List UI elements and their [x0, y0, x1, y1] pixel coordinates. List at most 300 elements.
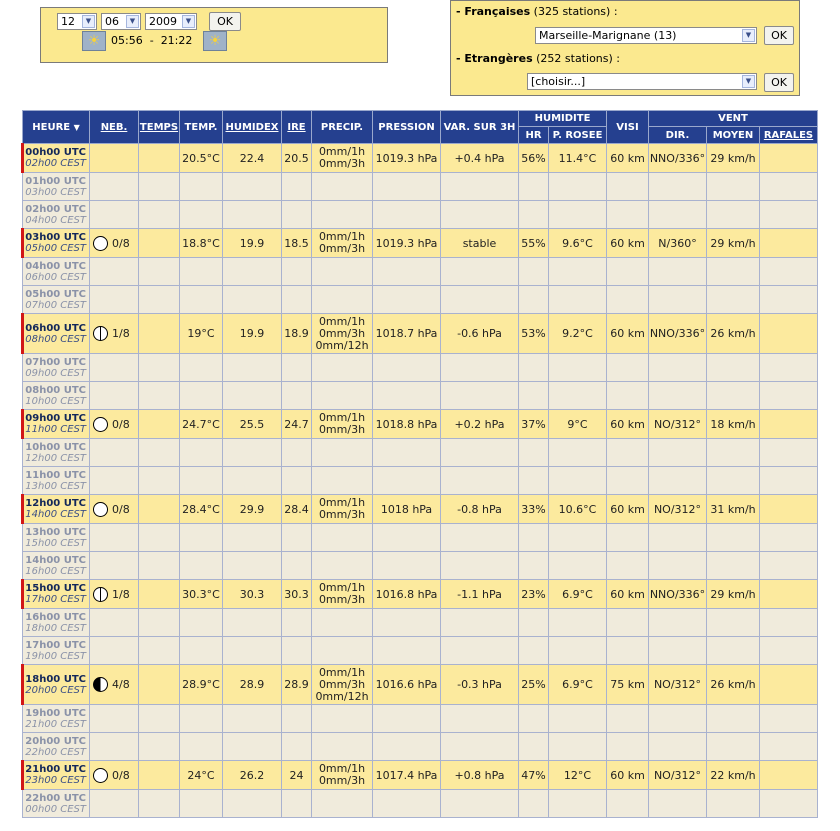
foreign-label-text: - Etrangères: [456, 52, 533, 65]
var-cell: [441, 790, 519, 818]
precip-cell: [312, 580, 373, 609]
rosee-cell: 10.6°C: [549, 495, 607, 524]
neb-cell: [90, 173, 139, 201]
cest-time: 21h00 CEST: [25, 718, 86, 730]
utc-time: 20h00 UTC: [25, 735, 86, 747]
visi-cell: 60 km: [607, 314, 649, 354]
humidex-cell: 28.9: [223, 665, 282, 705]
humidex-cell: [223, 705, 282, 733]
dir-cell: NNO/336°: [649, 580, 707, 609]
pression-cell: 1019.3 hPa: [373, 144, 441, 173]
ire-cell: [282, 467, 312, 495]
visi-cell: [607, 705, 649, 733]
hr-cell: 25%: [519, 665, 549, 705]
neb-cell: [90, 382, 139, 410]
pression-cell: [373, 705, 441, 733]
header-hr: HR: [519, 127, 549, 144]
temps-cell: [139, 637, 180, 665]
visi-cell: [607, 354, 649, 382]
dir-cell: [649, 382, 707, 410]
precip-cell: [312, 258, 373, 286]
var-cell: -0.3 hPa: [441, 665, 519, 705]
rosee-cell: [549, 790, 607, 818]
utc-time: 14h00 UTC: [25, 554, 86, 566]
table-row: [23, 790, 818, 818]
pression-cell: [373, 258, 441, 286]
var-cell: -0.8 hPa: [441, 495, 519, 524]
utc-time: 06h00 UTC: [25, 322, 86, 334]
precip-value: 0mm/12h: [315, 338, 369, 352]
header-neb[interactable]: NEB.: [90, 111, 139, 144]
precip-cell: [312, 790, 373, 818]
rafales-cell: [760, 201, 818, 229]
rosee-cell: [549, 705, 607, 733]
precip-cell: [312, 637, 373, 665]
rosee-cell: [549, 467, 607, 495]
pression-cell: [373, 354, 441, 382]
rosee-cell: [549, 733, 607, 761]
table-row: [23, 410, 818, 439]
hour-cell: [23, 790, 90, 818]
neb-cell: [90, 609, 139, 637]
var-cell: [441, 201, 519, 229]
cest-time: 06h00 CEST: [25, 271, 86, 283]
neb-cell: [90, 705, 139, 733]
french-station-select[interactable]: [535, 27, 757, 44]
visi-cell: [607, 609, 649, 637]
rafales-cell: [760, 790, 818, 818]
moyen-cell: [707, 733, 760, 761]
table-row: [23, 258, 818, 286]
precip-cell: [312, 286, 373, 314]
var-cell: [441, 467, 519, 495]
hr-cell: [519, 439, 549, 467]
rafales-cell: [760, 258, 818, 286]
utc-time: 03h00 UTC: [25, 232, 86, 243]
temps-cell: [139, 382, 180, 410]
precip-cell: [312, 495, 373, 524]
neb-cell: [90, 580, 139, 609]
utc-time: 04h00 UTC: [25, 260, 86, 272]
temps-cell: [139, 733, 180, 761]
hour-cell: [23, 609, 90, 637]
moyen-cell: [707, 609, 760, 637]
pression-cell: [373, 524, 441, 552]
header-humidex[interactable]: HUMIDEX: [223, 111, 282, 144]
cest-time: 13h00 CEST: [25, 480, 86, 492]
rafales-cell: [760, 144, 818, 173]
neb-cell: [90, 144, 139, 173]
dir-cell: [649, 467, 707, 495]
pression-cell: 1019.3 hPa: [373, 229, 441, 258]
moyen-cell: 29 km/h: [707, 229, 760, 258]
moyen-cell: 29 km/h: [707, 580, 760, 609]
moyen-cell: 26 km/h: [707, 314, 760, 354]
ire-cell: 18.9: [282, 314, 312, 354]
neb-value: 0/8: [112, 417, 130, 431]
temp-cell: [180, 286, 223, 314]
utc-time: 13h00 UTC: [25, 526, 86, 538]
ire-cell: [282, 286, 312, 314]
pression-cell: [373, 467, 441, 495]
neb-cell: [90, 410, 139, 439]
rafales-cell: [760, 495, 818, 524]
temp-cell: 24.7°C: [180, 410, 223, 439]
humidex-cell: 19.9: [223, 314, 282, 354]
hr-cell: 55%: [519, 229, 549, 258]
table-row: [23, 637, 818, 665]
dir-cell: NO/312°: [649, 761, 707, 790]
utc-time: 08h00 UTC: [25, 384, 86, 396]
month-select-value: 06: [105, 15, 119, 28]
visi-cell: [607, 790, 649, 818]
temp-cell: [180, 552, 223, 580]
humidex-cell: [223, 439, 282, 467]
temps-cell: [139, 354, 180, 382]
hour-cell: [23, 733, 90, 761]
hr-cell: 56%: [519, 144, 549, 173]
precip-value: 0mm/1h: [318, 762, 366, 775]
dir-cell: [649, 552, 707, 580]
header-ire[interactable]: IRE: [282, 111, 312, 144]
humidex-cell: 19.9: [223, 229, 282, 258]
rosee-cell: [549, 286, 607, 314]
temp-cell: [180, 258, 223, 286]
pression-cell: 1016.6 hPa: [373, 665, 441, 705]
hr-cell: [519, 286, 549, 314]
rafales-cell: [760, 665, 818, 705]
rosee-cell: [549, 637, 607, 665]
rafales-cell: [760, 314, 818, 354]
temps-cell: [139, 439, 180, 467]
temps-cell: [139, 173, 180, 201]
precip-cell: [312, 173, 373, 201]
precip-cell: [312, 761, 373, 790]
hour-cell: [23, 286, 90, 314]
utc-time: 12h00 UTC: [25, 498, 86, 509]
humidex-cell: [223, 173, 282, 201]
sun-times: [111, 30, 192, 52]
hr-cell: [519, 637, 549, 665]
month-select[interactable]: [101, 13, 141, 30]
hour-cell: [23, 382, 90, 410]
humidex-cell: [223, 286, 282, 314]
visi-cell: [607, 439, 649, 467]
visi-cell: 75 km: [607, 665, 649, 705]
var-cell: [441, 258, 519, 286]
ire-cell: [282, 201, 312, 229]
hour-cell: [23, 201, 90, 229]
temps-cell: [139, 761, 180, 790]
hr-cell: [519, 382, 549, 410]
precip-cell: [312, 665, 373, 705]
table-row: [23, 467, 818, 495]
foreign-station-value: [choisir...]: [531, 75, 586, 88]
precip-value: 0mm/1h: [318, 496, 366, 509]
dir-cell: [649, 790, 707, 818]
cest-time: 00h00 CEST: [25, 803, 86, 815]
cloud-cover-icon: [93, 768, 108, 783]
temps-cell: [139, 495, 180, 524]
rafales-cell: [760, 410, 818, 439]
rafales-cell: [760, 354, 818, 382]
var-cell: [441, 173, 519, 201]
precip-cell: [312, 229, 373, 258]
cest-time: 15h00 CEST: [25, 537, 86, 549]
temps-cell: [139, 524, 180, 552]
temp-cell: [180, 609, 223, 637]
dir-cell: [649, 439, 707, 467]
table-row: [23, 609, 818, 637]
hr-cell: [519, 467, 549, 495]
hour-cell: [23, 467, 90, 495]
day-select-value: 12: [61, 15, 75, 28]
utc-time: 10h00 UTC: [25, 441, 86, 453]
hr-cell: [519, 790, 549, 818]
neb-cell: [90, 314, 139, 354]
utc-time: 15h00 UTC: [25, 583, 86, 594]
dir-cell: [649, 173, 707, 201]
table-row: [23, 580, 818, 609]
pression-cell: 1016.8 hPa: [373, 580, 441, 609]
date-ok-button[interactable]: OK: [209, 12, 241, 31]
pression-cell: [373, 609, 441, 637]
header-var: VAR. SUR 3H: [441, 111, 519, 144]
cest-time: 02h00 CEST: [25, 158, 86, 169]
hr-cell: 53%: [519, 314, 549, 354]
ire-cell: [282, 705, 312, 733]
rafales-cell: [760, 467, 818, 495]
visi-cell: [607, 467, 649, 495]
table-row: [23, 524, 818, 552]
neb-cell: [90, 467, 139, 495]
moyen-cell: 31 km/h: [707, 495, 760, 524]
visi-cell: [607, 286, 649, 314]
temp-cell: [180, 733, 223, 761]
temp-cell: 28.9°C: [180, 665, 223, 705]
cest-time: 08h00 CEST: [25, 333, 86, 345]
cest-time: 16h00 CEST: [25, 565, 86, 577]
hour-cell: [23, 552, 90, 580]
var-cell: [441, 354, 519, 382]
sunset-time: 21:22: [160, 34, 193, 47]
pression-cell: [373, 173, 441, 201]
pression-cell: [373, 790, 441, 818]
var-cell: [441, 552, 519, 580]
temp-cell: [180, 524, 223, 552]
temps-cell: [139, 229, 180, 258]
header-heure[interactable]: [23, 111, 90, 144]
rosee-cell: [549, 258, 607, 286]
hour-cell: [23, 580, 90, 609]
temp-cell: 18.8°C: [180, 229, 223, 258]
header-pression: PRESSION: [373, 111, 441, 144]
temps-cell: [139, 467, 180, 495]
cest-time: 17h00 CEST: [25, 594, 86, 605]
header-rafales[interactable]: RAFALES: [760, 127, 818, 144]
neb-cell: [90, 229, 139, 258]
cest-time: 18h00 CEST: [25, 622, 86, 634]
french-label-text: - Françaises: [456, 5, 531, 18]
temps-cell: [139, 580, 180, 609]
dir-cell: [649, 201, 707, 229]
header-temp: TEMP.: [180, 111, 223, 144]
header-moyen: MOYEN: [707, 127, 760, 144]
french-count: (325 stations) :: [533, 5, 618, 18]
rosee-cell: 9.6°C: [549, 229, 607, 258]
temp-cell: [180, 382, 223, 410]
humidex-cell: [223, 382, 282, 410]
hr-cell: [519, 609, 549, 637]
chevron-down-icon: ▼: [82, 15, 95, 28]
ire-cell: 20.5: [282, 144, 312, 173]
pression-cell: 1018.8 hPa: [373, 410, 441, 439]
moyen-cell: [707, 286, 760, 314]
temp-cell: [180, 467, 223, 495]
sunset-icon: ☀: [203, 31, 227, 51]
neb-value: 4/8: [112, 678, 130, 691]
visi-cell: [607, 733, 649, 761]
utc-time: 11h00 UTC: [25, 469, 86, 481]
humidex-cell: 22.4: [223, 144, 282, 173]
moyen-cell: 29 km/h: [707, 144, 760, 173]
rafales-cell: [760, 705, 818, 733]
temps-cell: [139, 201, 180, 229]
precip-value: 0mm/12h: [315, 689, 369, 703]
neb-cell: [90, 258, 139, 286]
var-cell: +0.8 hPa: [441, 761, 519, 790]
temps-cell: [139, 144, 180, 173]
cest-time: 03h00 CEST: [25, 186, 86, 198]
moyen-cell: [707, 354, 760, 382]
temps-cell: [139, 314, 180, 354]
precip-cell: [312, 467, 373, 495]
hr-cell: 33%: [519, 495, 549, 524]
precip-cell: [312, 552, 373, 580]
visi-cell: [607, 524, 649, 552]
french-station-value: Marseille-Marignane (13): [539, 29, 677, 42]
table-row: [23, 286, 818, 314]
var-cell: [441, 439, 519, 467]
neb-value: 0/8: [112, 502, 130, 516]
var-cell: -0.6 hPa: [441, 314, 519, 354]
header-temps[interactable]: TEMPS: [139, 111, 180, 144]
table-row: [23, 354, 818, 382]
pression-cell: 1017.4 hPa: [373, 761, 441, 790]
ire-cell: [282, 637, 312, 665]
precip-cell: [312, 705, 373, 733]
dir-cell: NO/312°: [649, 495, 707, 524]
humidex-cell: [223, 524, 282, 552]
humidex-cell: [223, 609, 282, 637]
ire-cell: 18.5: [282, 229, 312, 258]
table-row: [23, 733, 818, 761]
ire-cell: [282, 790, 312, 818]
pression-cell: [373, 201, 441, 229]
visi-cell: 60 km: [607, 761, 649, 790]
temp-cell: [180, 790, 223, 818]
moyen-cell: 18 km/h: [707, 410, 760, 439]
hour-cell: [23, 173, 90, 201]
var-cell: +0.4 hPa: [441, 144, 519, 173]
ire-cell: [282, 524, 312, 552]
precip-cell: [312, 439, 373, 467]
dir-cell: [649, 286, 707, 314]
foreign-ok-button[interactable]: OK: [764, 73, 794, 92]
foreign-station-select[interactable]: [527, 73, 757, 90]
rafales-cell: [760, 439, 818, 467]
dir-cell: [649, 258, 707, 286]
moyen-cell: [707, 790, 760, 818]
neb-cell: [90, 286, 139, 314]
rafales-cell: [760, 173, 818, 201]
temp-cell: 19°C: [180, 314, 223, 354]
temp-cell: 24°C: [180, 761, 223, 790]
hr-cell: [519, 258, 549, 286]
temp-cell: 20.5°C: [180, 144, 223, 173]
header-heure-label: HEURE: [32, 121, 71, 133]
pression-cell: [373, 439, 441, 467]
precip-cell: [312, 524, 373, 552]
dir-cell: NO/312°: [649, 665, 707, 705]
var-cell: -1.1 hPa: [441, 580, 519, 609]
cest-time: 10h00 CEST: [25, 395, 86, 407]
french-ok-button[interactable]: OK: [764, 26, 794, 45]
utc-time: 09h00 UTC: [25, 413, 86, 424]
table-row: [23, 382, 818, 410]
rosee-cell: [549, 354, 607, 382]
header-precip: PRECIP.: [312, 111, 373, 144]
moyen-cell: [707, 552, 760, 580]
humidex-cell: 25.5: [223, 410, 282, 439]
table-row: [23, 552, 818, 580]
rosee-cell: 6.9°C: [549, 580, 607, 609]
moyen-cell: [707, 382, 760, 410]
table-row: [23, 201, 818, 229]
rafales-cell: [760, 286, 818, 314]
chevron-down-icon: ▼: [126, 15, 139, 28]
ire-cell: 28.4: [282, 495, 312, 524]
year-select-value: 2009: [149, 15, 177, 28]
sunrise-time: 05:56: [111, 34, 143, 47]
chevron-down-icon: ▼: [742, 75, 755, 88]
foreign-stations-label: [456, 52, 620, 65]
neb-value: 0/8: [112, 236, 130, 250]
precip-cell: [312, 410, 373, 439]
day-select[interactable]: [57, 13, 97, 30]
cest-time: 23h00 CEST: [25, 775, 86, 786]
var-cell: [441, 524, 519, 552]
cest-time: 07h00 CEST: [25, 299, 86, 311]
dir-cell: [649, 733, 707, 761]
temps-cell: [139, 705, 180, 733]
temps-cell: [139, 790, 180, 818]
neb-cell: [90, 552, 139, 580]
var-cell: [441, 637, 519, 665]
rafales-cell: [760, 524, 818, 552]
year-select[interactable]: [145, 13, 197, 30]
header-humidite: HUMIDITE: [519, 111, 607, 127]
moyen-cell: 26 km/h: [707, 665, 760, 705]
neb-cell: [90, 201, 139, 229]
precip-value: 0mm/3h: [318, 508, 366, 521]
pression-cell: [373, 382, 441, 410]
precip-cell: [312, 733, 373, 761]
hour-cell: [23, 665, 90, 705]
utc-time: 21h00 UTC: [25, 764, 86, 775]
utc-time: 01h00 UTC: [25, 175, 86, 187]
utc-time: 00h00 UTC: [25, 147, 86, 158]
